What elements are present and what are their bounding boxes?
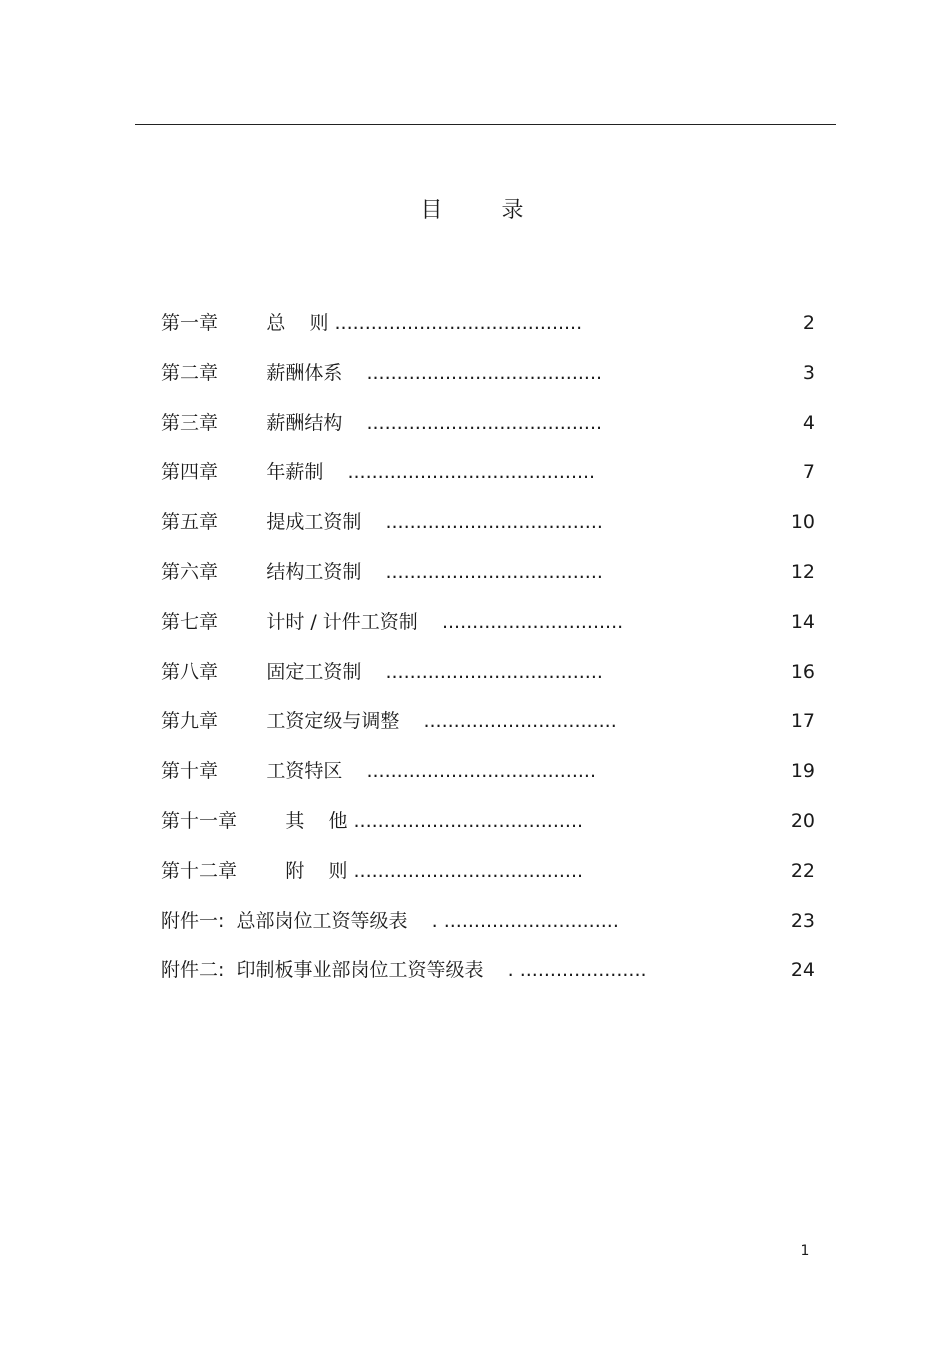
toc-entry-page: 16 (790, 660, 815, 683)
toc-entry-page: 22 (790, 859, 815, 882)
page-number: 1 (800, 1243, 810, 1259)
toc-entry-page: 10 (790, 511, 815, 534)
toc-entry[interactable] (161, 706, 815, 756)
toc-entry[interactable] (161, 657, 815, 707)
toc-entry-page: 17 (790, 710, 815, 733)
toc-entry-page: 23 (790, 909, 815, 932)
toc-entry-page: 20 (790, 809, 815, 832)
toc-entry[interactable] (161, 906, 815, 956)
toc-entry[interactable] (161, 408, 815, 458)
toc-entry-page: 14 (790, 610, 815, 633)
toc-entry-page: 24 (790, 959, 815, 982)
toc-entry-text: 第九章 工资定级与调整 ................................ (161, 710, 617, 733)
toc-entry-page: 12 (790, 560, 815, 583)
toc-entry-text: 第一章 总 则 ......................................... (161, 312, 583, 334)
toc-title: 目 录 (420, 198, 550, 223)
toc-entry[interactable] (161, 557, 815, 607)
toc-entry-page: 7 (802, 461, 815, 484)
toc-entry-text: 第六章 结构工资制 .................................... (161, 560, 603, 583)
toc-entry[interactable] (161, 308, 815, 358)
toc-entry-text: 附件二: 印制板事业部岗位工资等级表 . ..................... (161, 959, 647, 982)
toc-entry[interactable] (161, 457, 815, 507)
header-rule (135, 124, 836, 125)
toc-entry-text: 第八章 固定工资制 .................................... (161, 660, 603, 683)
table-of-contents (161, 308, 815, 1005)
toc-entry-text: 第四章 年薪制 ......................................... (161, 461, 596, 484)
toc-entry[interactable] (161, 607, 815, 657)
toc-entry-text: 第十章 工资特区 ...................................... (161, 760, 596, 783)
toc-entry-text: 第十二章 附 则 ...................................... (161, 859, 584, 882)
toc-entry[interactable] (161, 756, 815, 806)
toc-entry-text: 第五章 提成工资制 .................................... (161, 511, 603, 534)
toc-entry-text: 第二章 薪酬体系 ....................................... (161, 361, 603, 384)
toc-entry[interactable] (161, 955, 815, 1005)
toc-entry-page: 2 (802, 312, 815, 334)
toc-entry[interactable] (161, 806, 815, 856)
toc-entry[interactable] (161, 507, 815, 557)
toc-entry[interactable] (161, 358, 815, 408)
toc-entry-text: 第七章 计时 / 计件工资制 .............................. (161, 610, 624, 633)
toc-entry[interactable] (161, 856, 815, 906)
toc-entry-page: 4 (802, 411, 815, 434)
toc-entry-text: 附件一: 总部岗位工资等级表 . ............................. (161, 909, 619, 932)
toc-entry-page: 3 (802, 361, 815, 384)
toc-entry-text: 第十一章 其 他 ...................................... (161, 809, 584, 832)
toc-entry-text: 第三章 薪酬结构 ....................................... (161, 411, 603, 434)
toc-entry-page: 19 (790, 760, 815, 783)
